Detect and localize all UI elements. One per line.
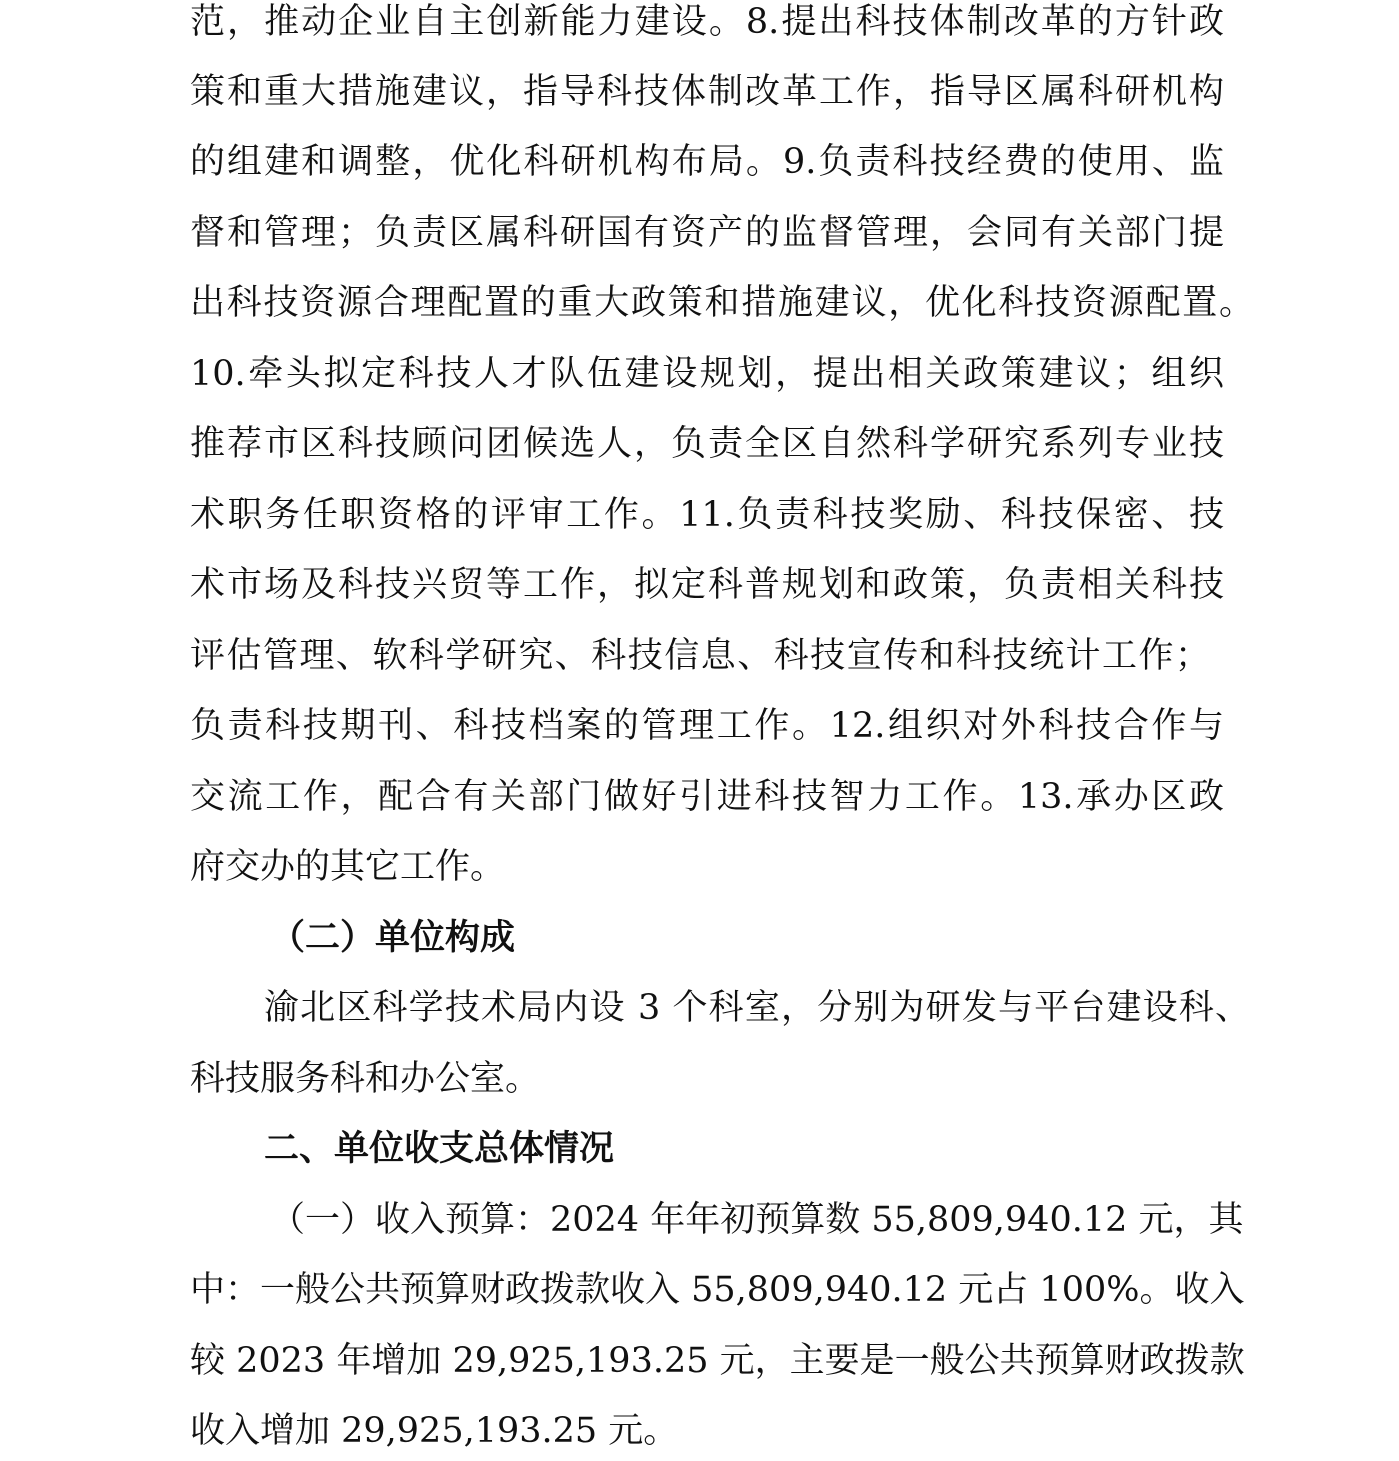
text-line: 中：一般公共预算财政拨款收入 55,809,940.12 元占 100%。收入 <box>190 1270 1245 1310</box>
text-line: 督和管理；负责区属科研国有资产的监督管理，会同有关部门提 <box>190 213 1224 253</box>
text-line: 出科技资源合理配置的重大政策和措施建议，优化科技资源配置。 <box>190 283 1254 323</box>
text-line: 渝北区科学技术局内设 3 个科室，分别为研发与平台建设科、 <box>264 988 1250 1028</box>
text-line: 策和重大措施建议，指导科技体制改革工作，指导区属科研机构 <box>190 72 1224 112</box>
text-line: 术市场及科技兴贸等工作，拟定科普规划和政策，负责相关科技 <box>190 565 1224 605</box>
text-line: 范，推动企业自主创新能力建设。8.提出科技体制改革的方针政 <box>190 2 1224 42</box>
part-heading: 二、单位收支总体情况 <box>264 1129 615 1169</box>
text-line: 术职务任职资格的评审工作。11.负责科技奖励、科技保密、技 <box>190 495 1224 535</box>
text-line: 负责科技期刊、科技档案的管理工作。12.组织对外科技合作与 <box>190 706 1224 746</box>
text-line: 较 2023 年增加 29,925,193.25 元，主要是一般公共预算财政拨款 <box>190 1341 1245 1381</box>
section-heading: （二）单位构成 <box>270 918 516 958</box>
text-line: 交流工作，配合有关部门做好引进科技智力工作。13.承办区政 <box>190 777 1224 817</box>
text-line: 推荐市区科技顾问团候选人，负责全区自然科学研究系列专业技 <box>190 424 1224 464</box>
text-line: 10.牵头拟定科技人才队伍建设规划，提出相关政策建议；组织 <box>190 354 1224 394</box>
text-line: 的组建和调整，优化科研机构布局。9.负责科技经费的使用、监 <box>190 142 1224 182</box>
text-line: 科技服务科和办公室。 <box>190 1059 541 1099</box>
text-line: （一）收入预算：2024 年年初预算数 55,809,940.12 元，其 <box>270 1200 1244 1240</box>
text-line: 评估管理、软科学研究、科技信息、科技宣传和科技统计工作； <box>190 636 1210 676</box>
text-line: 府交办的其它工作。 <box>190 847 506 887</box>
text-line: 收入增加 29,925,193.25 元。 <box>190 1411 679 1451</box>
